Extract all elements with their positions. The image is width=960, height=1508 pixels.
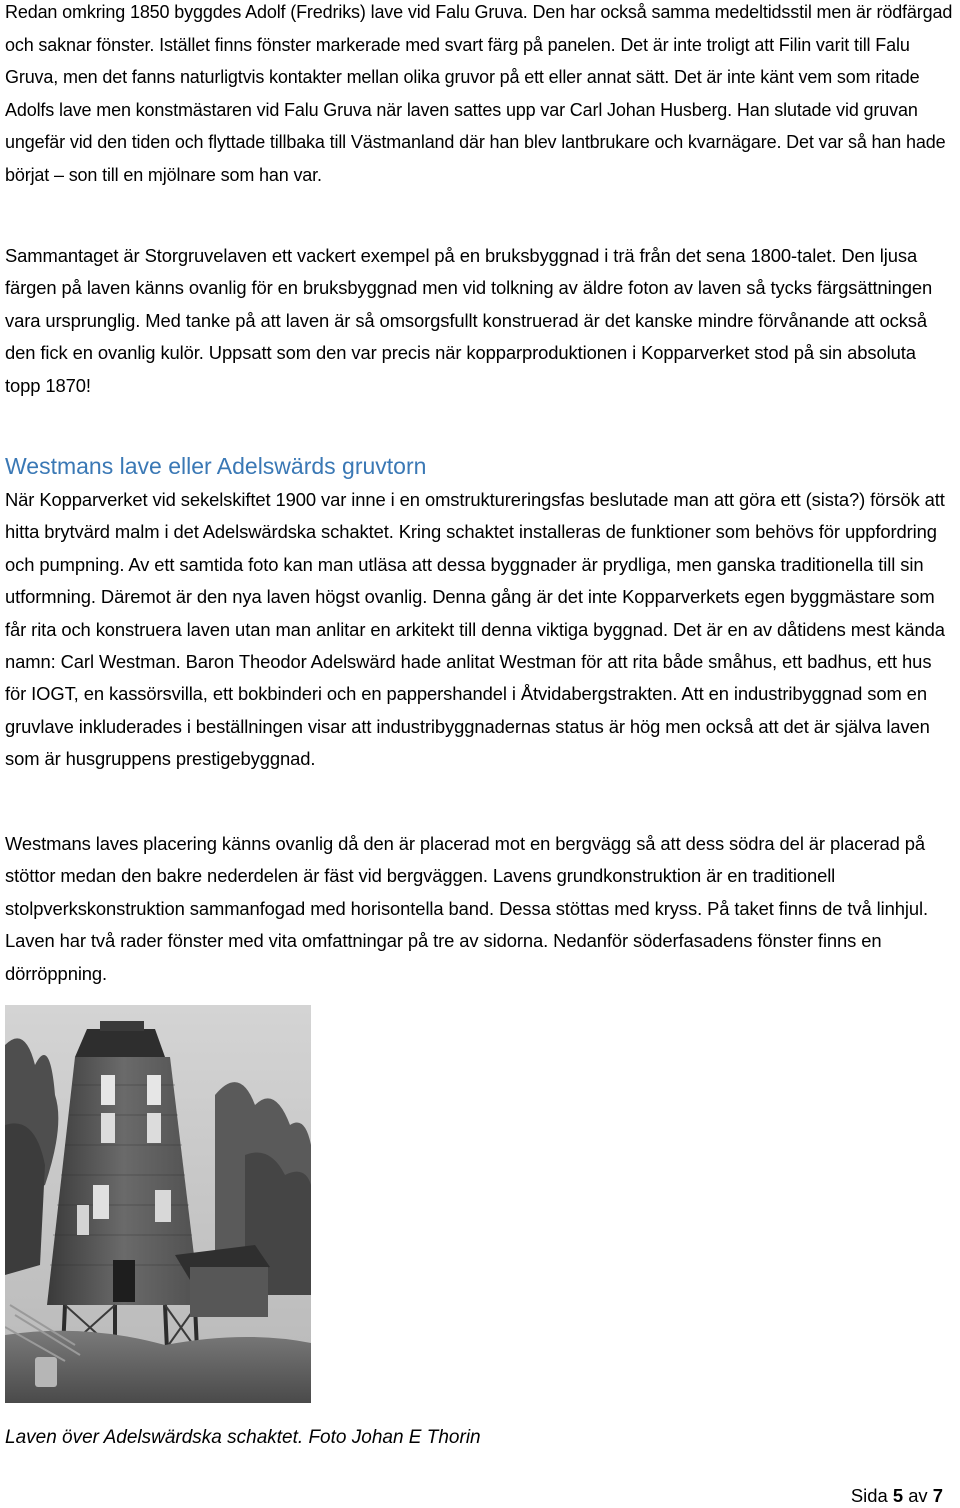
footer-page-total: 7: [932, 1485, 943, 1506]
photo-caption: Laven över Adelswärdska schaktet. Foto Johan E Thorin: [5, 1427, 481, 1448]
footer-middle: av: [908, 1485, 928, 1506]
page-footer: [851, 1484, 943, 1508]
body-paragraph: Redan omkring 1850 byggdes Adolf (Fredriks) lave vid Falu Gruva. Den har också samma medeltidsstil men är rödfärgad och saknar fönster. Istället finns fönster markerade med svart färg på panelen. Det är inte troligt att Filin varit till Falu Gruva, men det fanns naturligtvis kontakter mellan olika gruvor på ett eller annat sätt. Det är inte känt vem som ritade Adolfs lave men konstmästaren vid Falu Gruva när laven sattes upp var Carl Johan Husberg. Han slutade vid gruvan ungefär vid den tiden och flyttade tillbaka till Västmanland där han blev lantbrukare och kvarnägare. Det var så han hade börjat – son till en mjölnare som han var.: [5, 2, 953, 185]
section-paragraph: Westmans laves placering känns ovanlig då den är placerad mot en bergvägg så att dess södra del är placerad på stöttor medan den bakre nederdelen är fäst vid bergväggen. Lavens grundkonstruktion är en traditionell stolpverkskonstruktion sammanfogad med horisontella band. Dessa stöttas med kryss. På taket finns de två linhjul. Laven har två rader fönster med vita omfattningar på tre av sidorna. Nedanför söderfasadens fönster finns en dörröppning.: [5, 833, 928, 984]
footer-page-number: 5: [892, 1485, 904, 1506]
section-paragraph: När Kopparverket vid sekelskiftet 1900 var inne i en omstruktureringsfas beslutade man att göra ett (sista?) försök att hitta brytvärd malm i det Adelswärdska schaktet. Kring schaktet installeras de funktioner som behövs för uppfordring och pumpning. Av ett samtida foto kan man utläsa att dessa byggnader är prydliga, men ganska traditionella till sin utformning. Däremot är den nya laven högst ovanlig. Denna gång är det inte Kopparverkets egen byggmästare som får rita och konstruera laven utan man anlitar en arkitekt till denna viktiga byggnad. Det är en av dåtidens mest kända namn: Carl Westman. Baron Theodor Adelswärd hade anlitat Westman för att rita både småhus, ett badhus, ett hus för IOGT, en kassörsvilla, ett bokbinderi och en pappershandel i Åtvidabergstrakten. Att en industribyggnad som en gruvlave inkluderades i beställningen visar att industribyggnadernas status är hög men också att det är själva laven som är husgruppens prestigebyggnad.: [5, 489, 945, 770]
section-heading: Westmans lave eller Adelswärds gruvtorn: [5, 453, 427, 479]
photo-illustration: [5, 1005, 311, 1403]
body-paragraph: Sammantaget är Storgruvelaven ett vackert exempel på en bruksbyggnad i trä från det sena 1800-talet. Den ljusa färgen på laven känns ovanlig för en bruksbyggnad men vid tolkning av äldre foton av laven så tycks färgsättningen vara ursprunglig. Med tanke på att laven är så omsorgsfullt konstruerad är det kanske mindre förvånande att också den fick en ovanlig kulör. Uppsatt som den var precis när kopparproduktionen i Kopparverket stod på sin absoluta topp 1870!: [5, 245, 933, 396]
footer-prefix: Sida: [850, 1485, 888, 1506]
mine-tower-photo: [5, 1005, 311, 1403]
